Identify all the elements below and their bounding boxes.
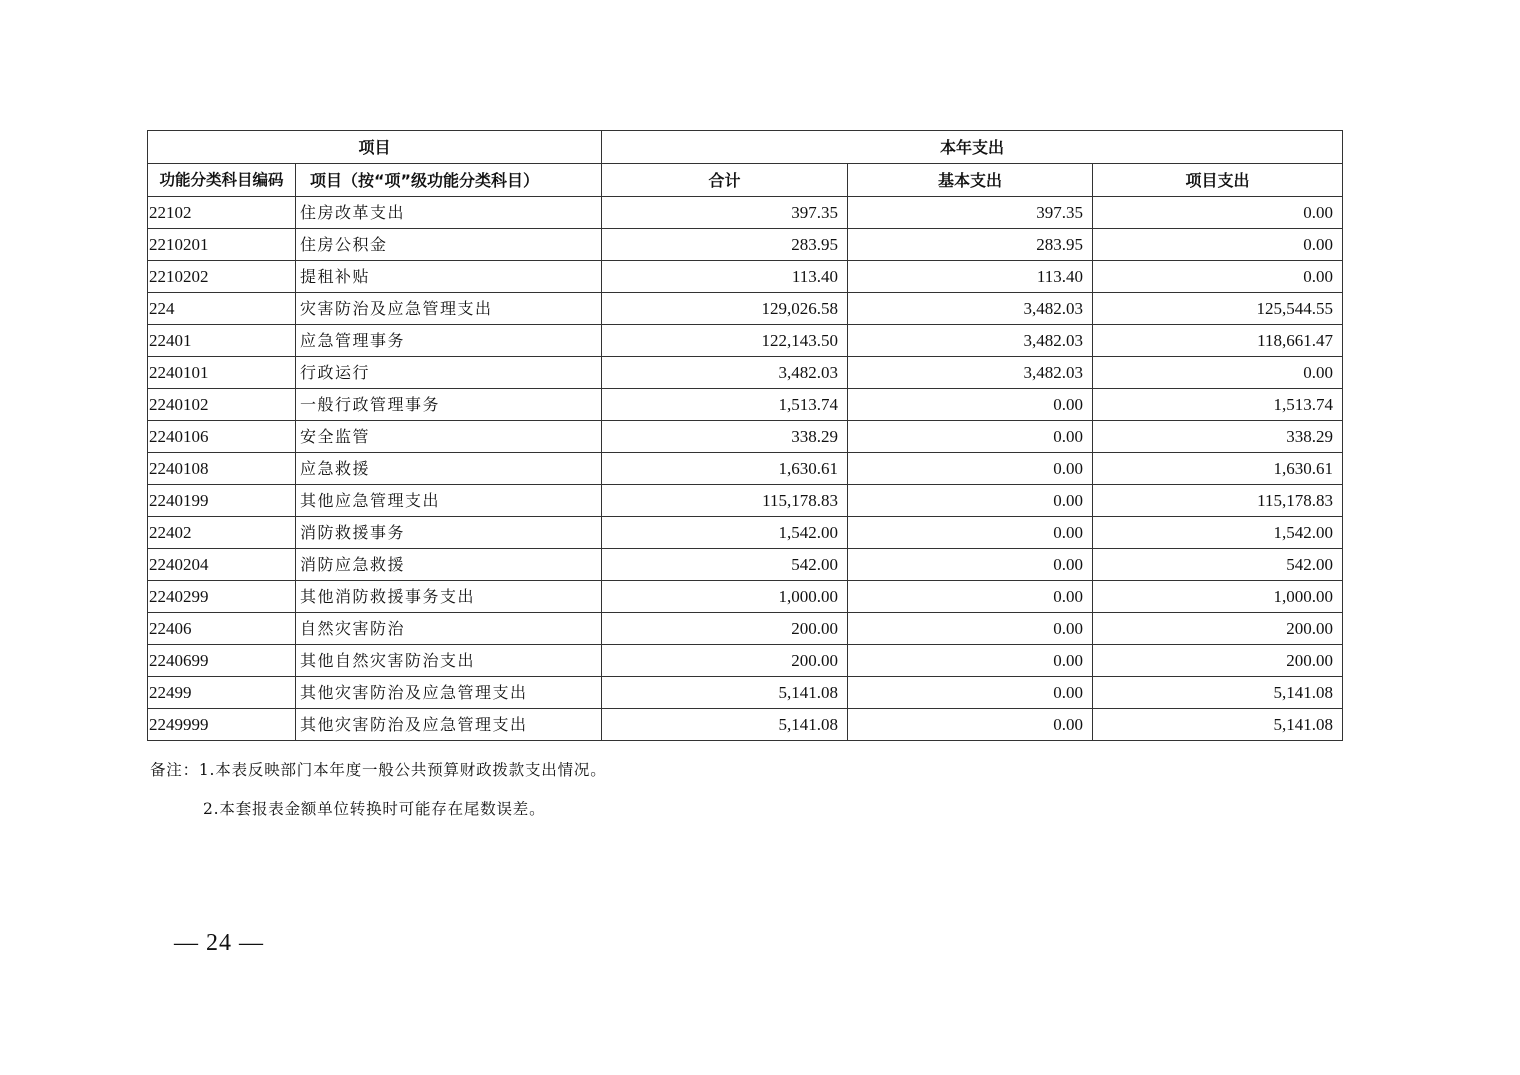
header-basic: 基本支出 [848,164,1093,197]
header-item: 项目 [148,131,602,164]
row-total: 5,141.08 [602,709,848,741]
row-project: 1,542.00 [1093,517,1343,549]
note-line-1: 备注：1.本表反映部门本年度一般公共预算财政拨款支出情况。 [150,761,607,779]
row-total: 338.29 [602,421,848,453]
row-name: 灾害防治及应急管理支出 [296,293,602,325]
row-code: 2240699 [148,645,296,677]
row-basic: 0.00 [848,389,1093,421]
notes [150,758,607,818]
table-row [148,517,1343,549]
row-total: 397.35 [602,197,848,229]
note-line-2: 2.本套报表金额单位转换时可能存在尾数误差。 [203,800,546,818]
row-code: 2210201 [148,229,296,261]
row-project: 118,661.47 [1093,325,1343,357]
row-name: 住房公积金 [296,229,602,261]
row-project: 125,544.55 [1093,293,1343,325]
row-code: 22401 [148,325,296,357]
row-basic: 0.00 [848,677,1093,709]
table-row [148,357,1343,389]
row-name: 其他自然灾害防治支出 [296,645,602,677]
row-name: 应急救援 [296,453,602,485]
header-current-year: 本年支出 [602,131,1343,164]
table-row [148,677,1343,709]
table-header-row-2 [148,164,1343,197]
header-project: 项目支出 [1093,164,1343,197]
row-code: 2240106 [148,421,296,453]
row-project: 338.29 [1093,421,1343,453]
row-total: 129,026.58 [602,293,848,325]
row-name: 住房改革支出 [296,197,602,229]
table-row [148,613,1343,645]
row-total: 542.00 [602,549,848,581]
row-project: 5,141.08 [1093,677,1343,709]
header-code: 功能分类科目编码 [148,164,296,197]
row-project: 0.00 [1093,261,1343,293]
header-name: 项目（按“项”级功能分类科目） [296,164,602,197]
row-project: 1,000.00 [1093,581,1343,613]
row-project: 1,630.61 [1093,453,1343,485]
row-project: 200.00 [1093,645,1343,677]
row-basic: 397.35 [848,197,1093,229]
row-basic: 0.00 [848,709,1093,741]
header-total: 合计 [602,164,848,197]
row-basic: 0.00 [848,485,1093,517]
row-code: 2240108 [148,453,296,485]
row-total: 1,513.74 [602,389,848,421]
row-total: 3,482.03 [602,357,848,389]
table-row [148,645,1343,677]
table-row [148,581,1343,613]
row-name: 其他灾害防治及应急管理支出 [296,709,602,741]
row-project: 115,178.83 [1093,485,1343,517]
table-row [148,549,1343,581]
row-project: 0.00 [1093,229,1343,261]
row-total: 1,000.00 [602,581,848,613]
table-header-row-1 [148,131,1343,164]
row-total: 5,141.08 [602,677,848,709]
table-row [148,485,1343,517]
table-row [148,421,1343,453]
row-code: 2210202 [148,261,296,293]
row-name: 其他应急管理支出 [296,485,602,517]
table-row [148,325,1343,357]
row-code: 2249999 [148,709,296,741]
row-name: 行政运行 [296,357,602,389]
table-row [148,453,1343,485]
row-code: 22406 [148,613,296,645]
budget-expenditure-table [147,130,1343,741]
row-name: 其他灾害防治及应急管理支出 [296,677,602,709]
row-code: 2240204 [148,549,296,581]
table-row [148,197,1343,229]
row-name: 消防救援事务 [296,517,602,549]
row-total: 200.00 [602,645,848,677]
row-total: 1,630.61 [602,453,848,485]
row-total: 122,143.50 [602,325,848,357]
row-name: 提租补贴 [296,261,602,293]
page-number: — 24 — [174,930,264,956]
row-basic: 3,482.03 [848,357,1093,389]
row-basic: 0.00 [848,613,1093,645]
row-basic: 0.00 [848,517,1093,549]
row-basic: 283.95 [848,229,1093,261]
row-name: 消防应急救援 [296,549,602,581]
row-project: 0.00 [1093,197,1343,229]
row-basic: 0.00 [848,581,1093,613]
row-total: 115,178.83 [602,485,848,517]
row-name: 一般行政管理事务 [296,389,602,421]
row-project: 5,141.08 [1093,709,1343,741]
row-project: 542.00 [1093,549,1343,581]
row-project: 0.00 [1093,357,1343,389]
table-row [148,229,1343,261]
row-code: 22402 [148,517,296,549]
row-code: 224 [148,293,296,325]
row-name: 安全监管 [296,421,602,453]
row-total: 1,542.00 [602,517,848,549]
row-name: 自然灾害防治 [296,613,602,645]
row-name: 应急管理事务 [296,325,602,357]
table-row [148,261,1343,293]
row-total: 200.00 [602,613,848,645]
row-project: 200.00 [1093,613,1343,645]
row-name: 其他消防救援事务支出 [296,581,602,613]
row-basic: 0.00 [848,549,1093,581]
row-total: 283.95 [602,229,848,261]
row-basic: 0.00 [848,645,1093,677]
row-basic: 3,482.03 [848,325,1093,357]
row-code: 2240102 [148,389,296,421]
row-code: 2240299 [148,581,296,613]
row-code: 22102 [148,197,296,229]
table-row [148,709,1343,741]
row-total: 113.40 [602,261,848,293]
row-basic: 3,482.03 [848,293,1093,325]
row-basic: 0.00 [848,421,1093,453]
row-basic: 113.40 [848,261,1093,293]
row-code: 2240199 [148,485,296,517]
table-row [148,293,1343,325]
row-code: 2240101 [148,357,296,389]
table-body [148,197,1343,741]
row-basic: 0.00 [848,453,1093,485]
row-project: 1,513.74 [1093,389,1343,421]
row-code: 22499 [148,677,296,709]
table-row [148,389,1343,421]
